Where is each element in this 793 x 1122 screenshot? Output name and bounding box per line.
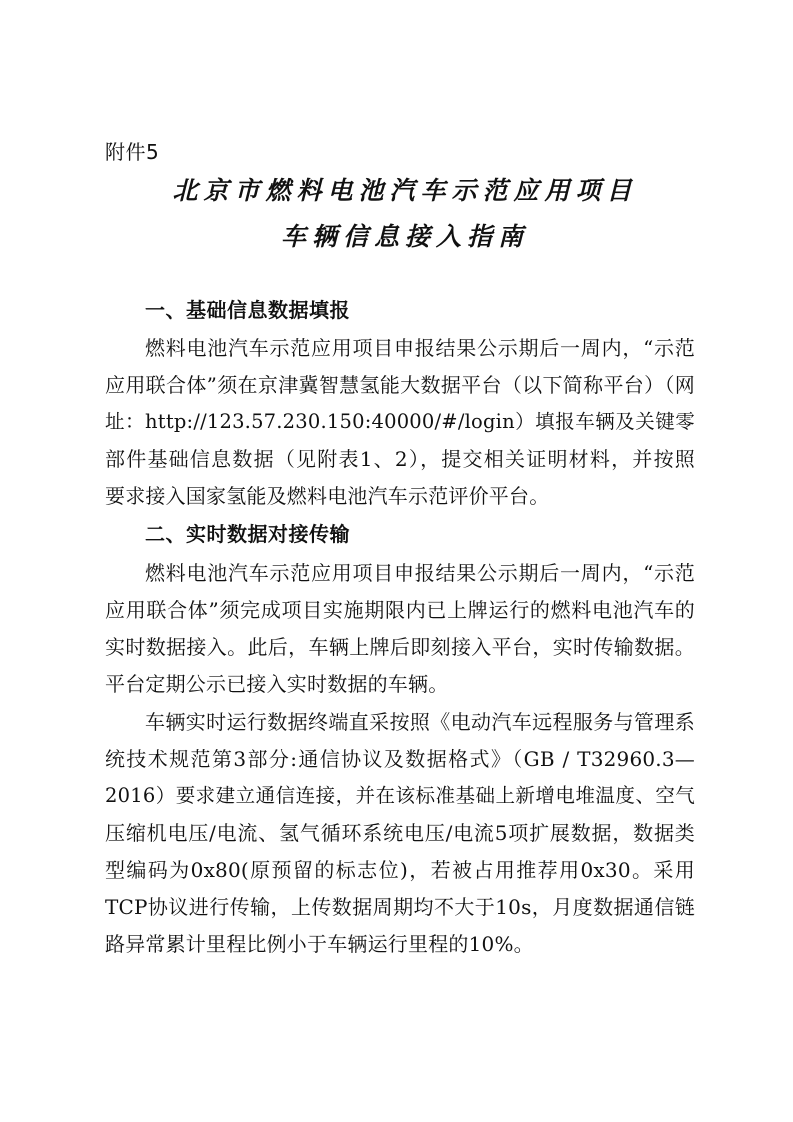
section-2-para-2-line: 压缩机电压/电流、氢气循环系统电压/电流5项扩展数据，数据类 (105, 821, 695, 845)
section-2-heading: 二、实时数据对接传输 (145, 522, 350, 546)
section-2-para-2-line: 路异常累计里程比例小于车辆运行里程的10%。 (105, 932, 534, 956)
section-2-para-2-line: 2016）要求建立通信连接，并在该标准基础上新增电堆温度、空气 (105, 784, 695, 807)
section-2-para-1-line: 实时数据接入。此后，车辆上牌后即刻接入平台，实时传输数据。 (105, 635, 695, 659)
section-2-para-1-line: 燃料电池汽车示范应用项目申报结果公示期后一周内，“示范 (145, 561, 695, 585)
document-title-line-1: 北京市燃料电池汽车示范应用项目 (172, 176, 638, 205)
section-2-para-2-line: 型编码为0x80(原预留的标志位)，若被占用推荐用0x30。采用 (105, 858, 695, 882)
section-2-para-2-line: 统技术规范第3部分:通信协议及数据格式》（GB / T32960.3— (105, 747, 695, 771)
section-2-para-1-line: 应用联合体”须完成项目实施期限内已上牌运行的燃料电池汽车的 (105, 598, 695, 622)
section-1-line: 燃料电池汽车示范应用项目申报结果公示期后一周内，“示范 (145, 336, 695, 360)
section-1-heading: 一、基础信息数据填报 (145, 298, 350, 322)
document-title-line-2: 车辆信息接入指南 (280, 222, 529, 251)
section-1-line: 部件基础信息数据（见附表1、2），提交相关证明材料，并按照 (105, 447, 695, 471)
section-1-line: 址：http://123.57.230.150:40000/#/login）填报车辆及关键零 (105, 410, 695, 433)
section-2-para-2-line: TCP协议进行传输，上传数据周期均不大于10s，月度数据通信链 (105, 895, 695, 919)
section-2-para-2-line: 车辆实时运行数据终端直采按照《电动汽车远程服务与管理系 (145, 710, 695, 734)
section-2-para-1-line: 平台定期公示已接入实时数据的车辆。 (105, 672, 449, 696)
section-1-line: 应用联合体”须在京津冀智慧氢能大数据平台（以下简称平台）（网 (105, 373, 695, 397)
attachment-label: 附件5 (105, 140, 160, 164)
section-1-line: 要求接入国家氢能及燃料电池汽车示范评价平台。 (105, 484, 550, 508)
